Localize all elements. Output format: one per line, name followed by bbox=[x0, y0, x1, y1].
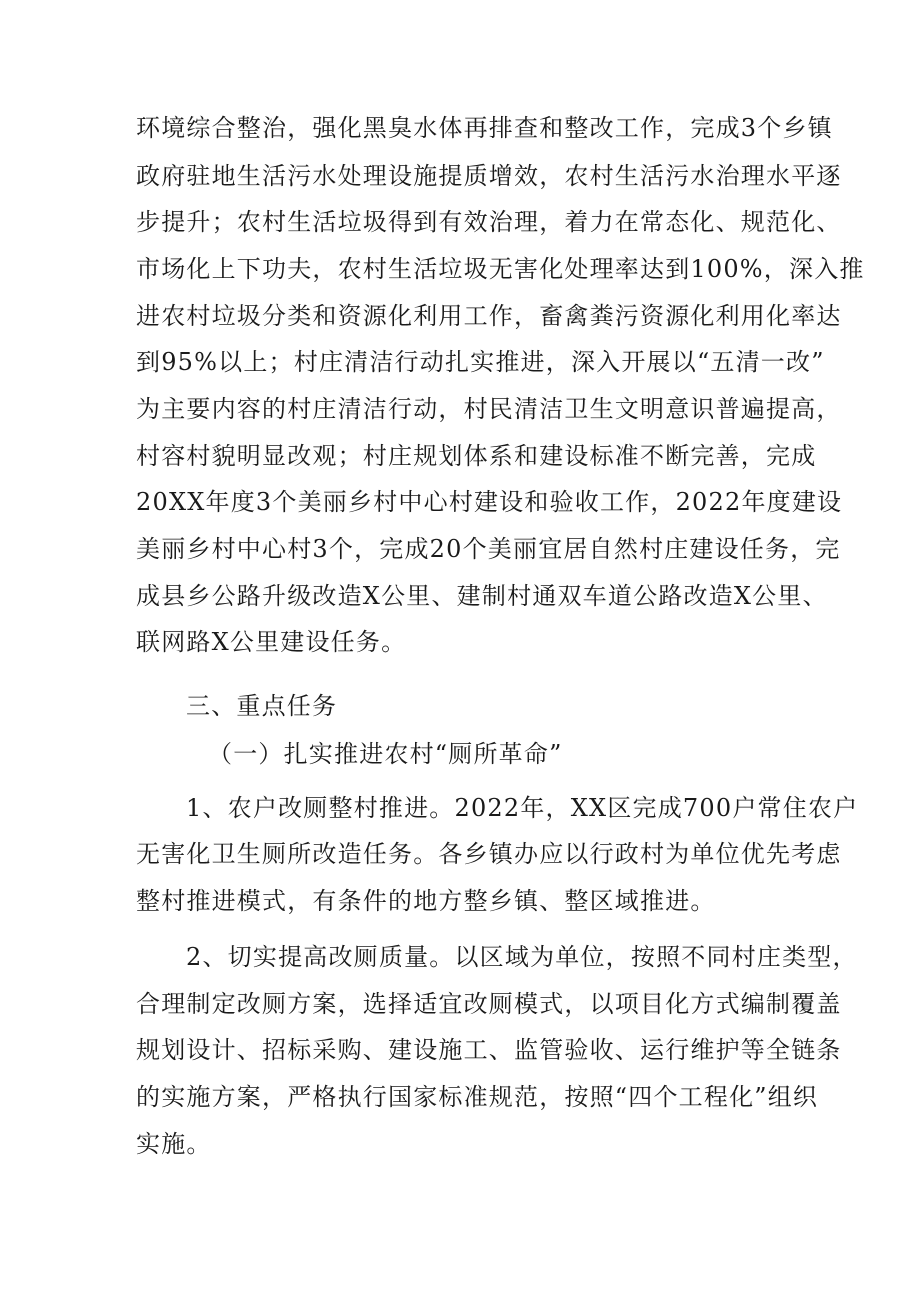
paragraph-line: 20XX年度3个美丽乡村中心村建设和验收工作，2022年度建设 bbox=[136, 488, 843, 516]
paragraph-line: 美丽乡村中心村3个，完成20个美丽宜居自然村庄建设任务，完 bbox=[136, 535, 841, 563]
paragraph-line: 规划设计、招标采购、建设施工、监管验收、运行维护等全链条 bbox=[136, 1036, 842, 1064]
paragraph-line: 1、农户改厕整村推进。2022年，XX区完成700户常住农户 bbox=[186, 794, 859, 822]
paragraph-line: 2、切实提高改厕质量。以区域为单位，按照不同村庄类型， bbox=[186, 943, 858, 971]
paragraph-line: 到95%以上；村庄清洁行动扎实推进，深入开展以“五清一改” bbox=[136, 348, 825, 376]
paragraph-line: 联网路X公里建设任务。 bbox=[136, 628, 407, 656]
section-heading: 三、重点任务 bbox=[186, 692, 338, 720]
paragraph-line: 市场化上下功夫，农村生活垃圾无害化处理率达到100%，深入推 bbox=[136, 255, 865, 283]
paragraph-line: 村容村貌明显改观；村庄规划体系和建设标准不断完善，完成 bbox=[136, 442, 817, 470]
paragraph-line: 无害化卫生厕所改造任务。各乡镇办应以行政村为单位优先考虑 bbox=[136, 840, 842, 868]
paragraph-line: 实施。 bbox=[136, 1130, 212, 1158]
paragraph-line: 为主要内容的村庄清洁行动，村民清洁卫生文明意识普遍提高， bbox=[136, 395, 842, 423]
paragraph-line: 步提升；农村生活垃圾得到有效治理，着力在常态化、规范化、 bbox=[136, 208, 842, 236]
paragraph-line: 进农村垃圾分类和资源化利用工作，畜禽粪污资源化利用化率达 bbox=[136, 302, 842, 330]
paragraph-line: 整村推进模式，有条件的地方整乡镇、整区域推进。 bbox=[136, 887, 716, 915]
paragraph-line: 环境综合整治，强化黑臭水体再排查和整改工作，完成3个乡镇 bbox=[136, 114, 833, 142]
paragraph-line: 成县乡公路升级改造X公里、建制村通双车道公路改造X公里、 bbox=[136, 582, 828, 610]
subsection-heading: （一）扎实推进农村“厕所革命” bbox=[208, 740, 563, 768]
paragraph-line: 政府驻地生活污水处理设施提质增效，农村生活污水治理水平逐 bbox=[136, 162, 842, 190]
paragraph-line: 合理制定改厕方案，选择适宜改厕模式，以项目化方式编制覆盖 bbox=[136, 990, 842, 1018]
paragraph-line: 的实施方案，严格执行国家标准规范，按照“四个工程化”组织 bbox=[136, 1083, 819, 1111]
